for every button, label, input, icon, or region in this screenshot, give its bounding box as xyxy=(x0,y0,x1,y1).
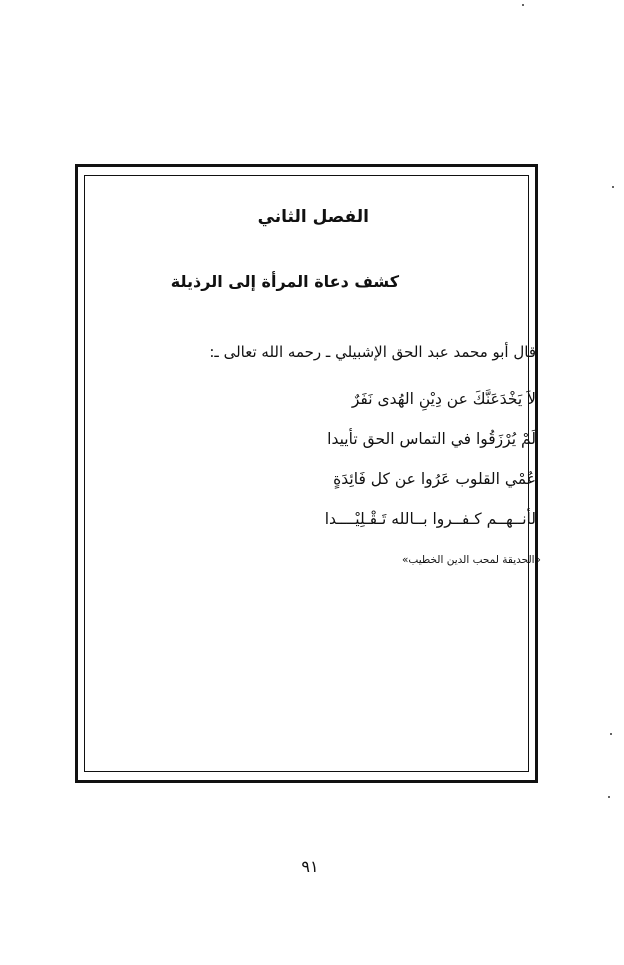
scan-speck xyxy=(610,733,612,735)
poem-verse: لَمْ يُرْزَقُوا في التماس الحق تأييدا xyxy=(327,430,536,448)
intro-line: قال أبو محمد عبد الحق الإشبيلي ـ رحمه الله تعالى ـ: xyxy=(209,343,536,361)
section-title: كشف دعاة المرأة إلى الرذيلة xyxy=(170,272,399,291)
chapter-title: الفصل الثاني xyxy=(257,207,369,227)
scan-speck xyxy=(612,186,614,188)
poem-verse: لاَ يَخْدَعَنَّكَ عن دِيْنِ الهُدى نَفَرٌ xyxy=(351,390,536,408)
poem-verse: لأنــهــم كـفــروا بــالله تَـقْـلِيْــــدا xyxy=(324,510,536,528)
scan-speck xyxy=(608,796,610,798)
poem-verse: عُمْي القلوب عَرُوا عن كل فَائِدَةٍ xyxy=(333,470,536,488)
source-citation: «الحديقة لمحب الدين الخطيب» xyxy=(401,554,541,566)
scan-speck xyxy=(522,4,524,6)
page-number: ٩١ xyxy=(301,857,319,876)
